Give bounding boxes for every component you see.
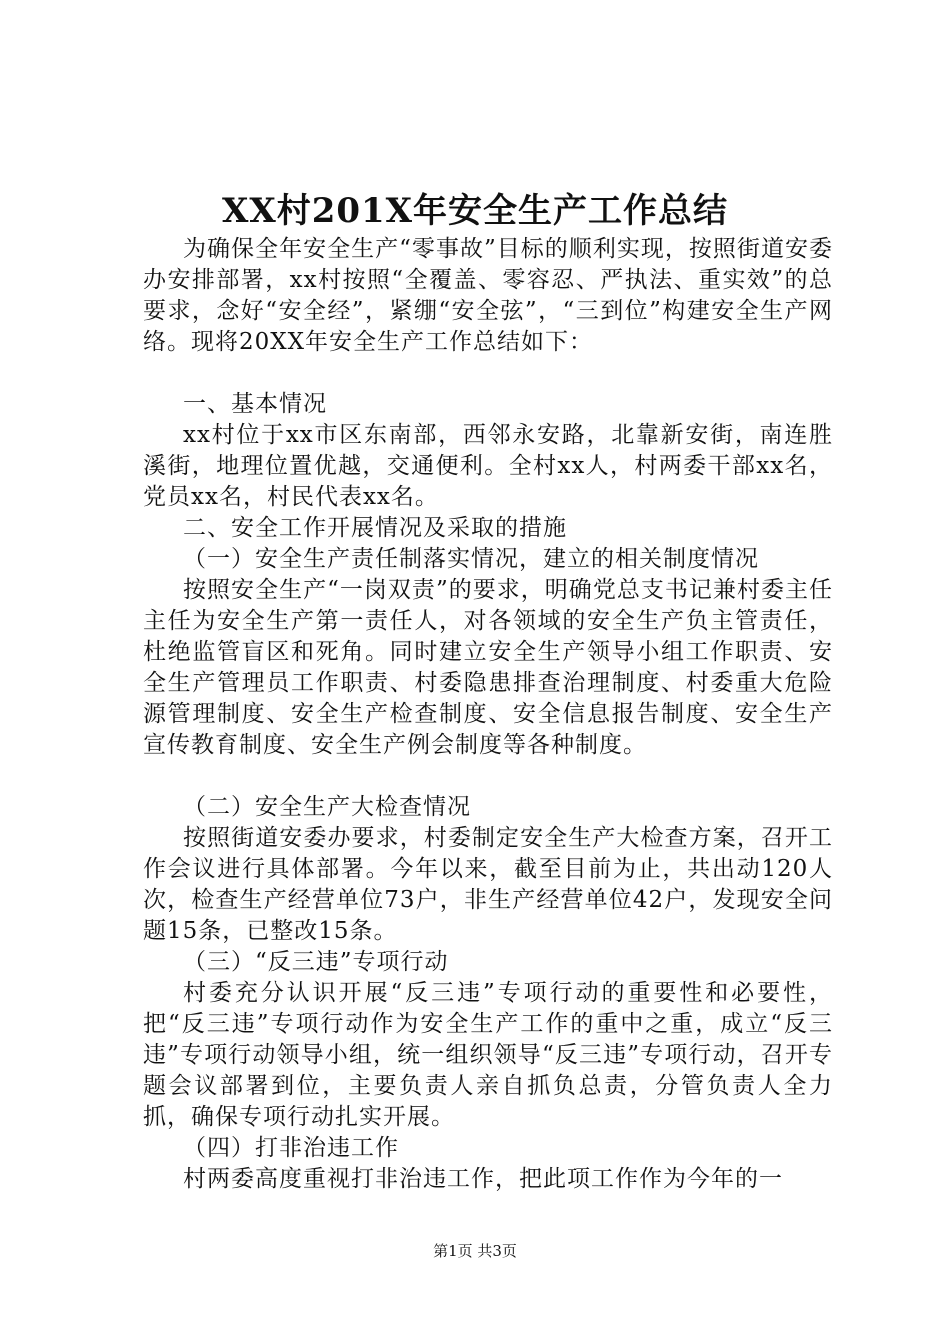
blank-line: [143, 358, 833, 389]
paragraph-anti-violation: 村委充分认识开展“反三违”专项行动的重要性和必要性，把“反三违”专项行动作为安全生产工作的重中之重，成立“反三违”专项行动领导小组，统一组织领导“反三违”专项行动，召开专题会议部署到位，主要负责人亲自抓负总责，分管负责人全力抓，确保专项行动扎实开展。: [143, 980, 833, 1130]
paragraph-intro: 为确保全年安全生产“零事故”目标的顺利实现，按照街道安委办安排部署，xx村按照“全覆盖、零容忍、严执法、重实效”的总要求，念好“安全经”，紧绷“安全弦”，“三到位”构建安全生产网络。现将20XX年安全生产工作总结如下：: [143, 236, 833, 355]
paragraph-crackdown: 村两委高度重视打非治违工作，把此项工作作为今年的一: [183, 1166, 783, 1192]
heading-basic-situation: 一、基本情况: [183, 391, 327, 417]
subheading-anti-violation: （三）“反三违”专项行动: [183, 949, 449, 975]
document-body: [143, 234, 833, 1195]
blank-line: [143, 761, 833, 792]
page-footer: 第1页 共3页: [433, 1242, 517, 1260]
heading-measures: 二、安全工作开展情况及采取的措施: [183, 515, 567, 541]
subheading-responsibility: （一）安全生产责任制落实情况，建立的相关制度情况: [183, 546, 759, 572]
paragraph-basic-situation: xx村位于xx市区东南部，西邻永安路，北靠新安街，南连胜溪街，地理位置优越，交通便利。全村xx人，村两委干部xx名，党员xx名，村民代表xx名。: [143, 422, 833, 510]
paragraph-inspection: 按照街道安委办要求，村委制定安全生产大检查方案，召开工作会议进行具体部署。今年以来，截至目前为止，共出动120人次，检查生产经营单位73户，非生产经营单位42户，发现安全问题15条，已整改15条。: [143, 825, 833, 944]
paragraph-responsibility: 按照安全生产“一岗双责”的要求，明确党总支书记兼村委主任主任为安全生产第一责任人，对各领域的安全生产负主管责任，杜绝监管盲区和死角。同时建立安全生产领导小组工作职责、安全生产管理员工作职责、村委隐患排查治理制度、村委重大危险源管理制度、安全生产检查制度、安全信息报告制度、安全生产宣传教育制度、安全生产例会制度等各种制度。: [143, 577, 833, 758]
document-title: XX村201X年安全生产工作总结: [221, 191, 729, 231]
subheading-inspection: （二）安全生产大检查情况: [183, 794, 471, 820]
subheading-crackdown: （四）打非治违工作: [183, 1135, 399, 1161]
